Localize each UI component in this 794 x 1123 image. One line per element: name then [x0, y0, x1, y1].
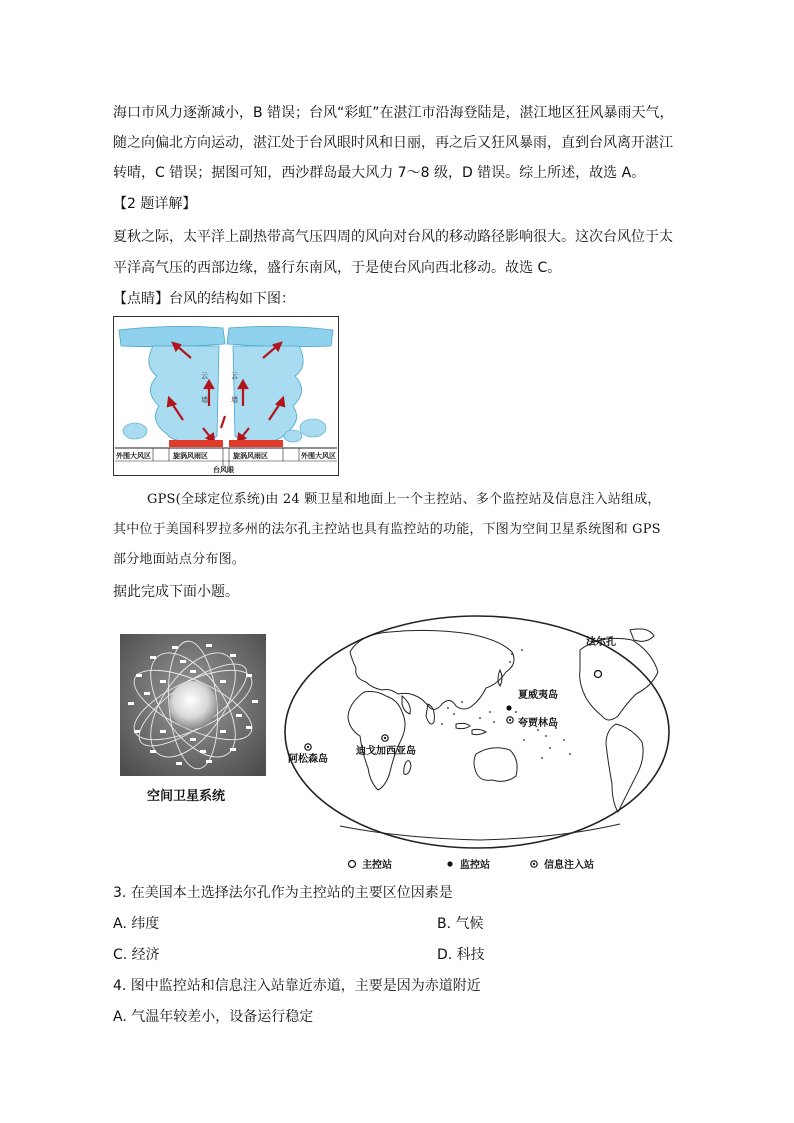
- q4-stem: 4. 图中监控站和信息注入站靠近赤道，主要是因为赤道附近: [113, 978, 481, 994]
- satellite-caption: 空间卫星系统: [147, 789, 226, 804]
- eye-wall-char-right-1: 云: [231, 372, 238, 380]
- legend-master: 主控站: [362, 860, 392, 871]
- q2-line-2: 平洋高气压的西部边缘，盛行东南风，于是使台风向西北移动。故选 C。: [113, 260, 562, 276]
- q3-option-d[interactable]: D. 科技: [437, 947, 485, 963]
- satellite-system-image: [120, 634, 266, 776]
- gps-intro-line-3: 部分地面站点分布图。: [113, 552, 246, 567]
- gps-intro-line-2: 其中位于美国科罗拉多州的法尔孔主控站也具有监控站的功能，下图为空间卫星系统图和 GPS: [113, 522, 661, 537]
- q2-line-1: 夏秋之际，太平洋上副热带高气压四周的风向对台风的移动路径影响很大。这次台风位于太: [113, 229, 673, 245]
- label-diego-garcia: 迪戈加西亚岛: [356, 746, 416, 757]
- map-frame: [285, 616, 669, 848]
- q3-option-b[interactable]: B. 气候: [437, 916, 484, 932]
- label-kwajalein: 夸贾林岛: [518, 718, 558, 729]
- vortex-rain-bar-right: [229, 440, 283, 447]
- q2-heading: 【2 题详解】: [113, 196, 197, 212]
- q4-option-a[interactable]: A. 气温年较差小，设备运行稳定: [113, 1009, 314, 1025]
- label-ascension: 阿松森岛: [288, 754, 328, 765]
- label-outer-wind-left: 外围大风区: [116, 452, 151, 460]
- gps-intro-line-1: GPS(全球定位系统)由 24 颗卫星和地面上一个主控站、多个监控站及信息注入站组成，: [147, 492, 661, 507]
- eye-wall-char-left-1: 云: [201, 372, 208, 380]
- label-falcon: 法尔孔: [586, 637, 616, 648]
- gps-station-map: [280, 612, 676, 872]
- label-hawaii: 夏威夷岛: [518, 690, 558, 701]
- vortex-rain-bar-left: [169, 440, 223, 447]
- legend-monitor: 监控站: [460, 860, 490, 871]
- answer-line-1: 海口市风力逐渐减小，B 错误；台风“彩虹”在湛江市沿海登陆是，湛江地区狂风暴雨天气，: [113, 105, 674, 121]
- q3-option-c[interactable]: C. 经济: [113, 947, 160, 963]
- eye-wall-char-left-2: 墙: [201, 396, 208, 404]
- earth-globe: [169, 681, 217, 729]
- answer-line-2: 随之向偏北方向运动，湛江处于台风眼时风和日丽，再之后又狂风暴雨，直到台风离开湛江: [113, 135, 673, 151]
- label-outer-wind-right: 外围大风区: [301, 452, 336, 460]
- label-typhoon-eye: 台风眼: [213, 466, 234, 474]
- legend-upload: 信息注入站: [544, 860, 594, 871]
- eye-wall-char-right-2: 墙: [231, 396, 238, 404]
- typhoon-structure-figure: [113, 316, 339, 476]
- label-vortex-left: 旋涡风雨区: [173, 452, 208, 460]
- q3-stem: 3. 在美国本土选择法尔孔作为主控站的主要区位因素是: [113, 885, 453, 901]
- answer-line-3: 转晴，C 错误；据图可知，西沙群岛最大风力 7～8 级，D 错误。综上所述，故选 A。: [113, 165, 646, 181]
- note-heading: 【点睛】台风的结构如下图：: [113, 291, 295, 307]
- instruction: 据此完成下面小题。: [113, 584, 239, 600]
- q3-option-a[interactable]: A. 纬度: [113, 916, 160, 932]
- label-vortex-right: 旋涡风雨区: [233, 452, 268, 460]
- map-legend: [349, 858, 595, 871]
